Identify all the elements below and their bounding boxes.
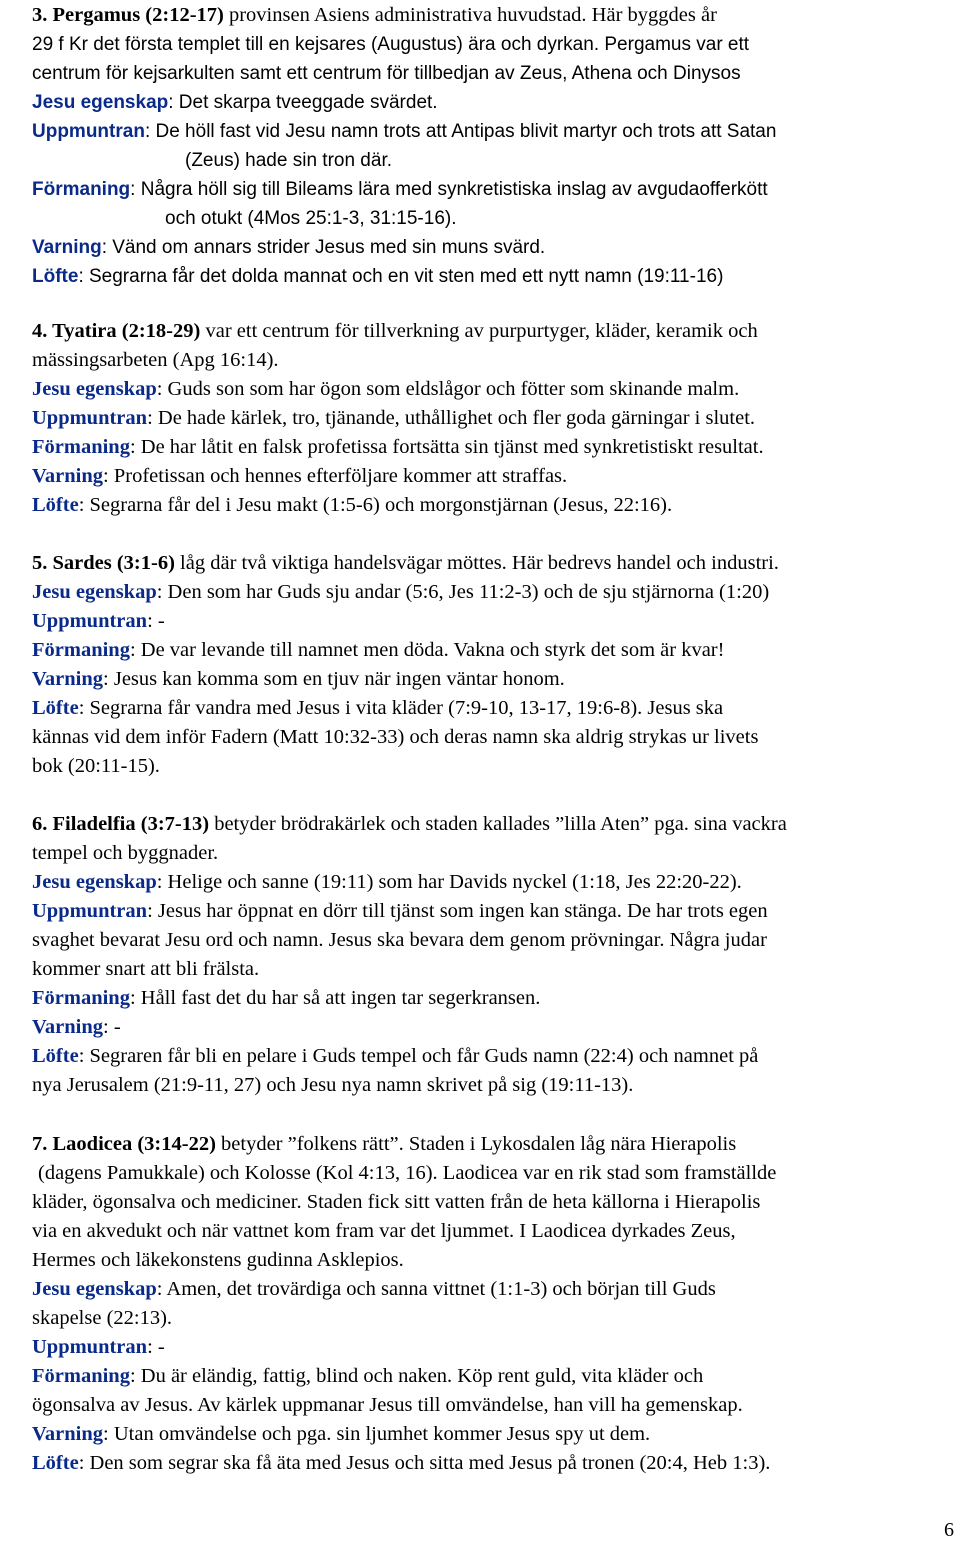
text-line: [32, 1188, 760, 1217]
text-line: [32, 262, 723, 291]
text-segment: : Segrarna får del i Jesu makt (1:5-6) och morgonstjärnan (Jesus, 22:16).: [78, 494, 673, 516]
text-segment: centrum för kejsarkulten samt ett centrum för tillbedjan av Zeus, Athena och Dinysos: [32, 63, 741, 84]
text-segment: : De har låtit en falsk profetissa fortsätta sin tjänst med synkretistiskt resultat.: [129, 436, 764, 458]
text-line: [32, 1304, 172, 1333]
field-label: Jesu egenskap: [32, 1278, 157, 1300]
text-segment: : Jesus kan komma som en tjuv när ingen väntar honom.: [103, 668, 565, 690]
text-segment: ögonsalva av Jesus. Av kärlek uppmanar Jesus till omvändelse, han vill ha gemenskap.: [32, 1394, 743, 1416]
text-segment: Hermes och läkekonstens gudinna Asklepios.: [32, 1249, 404, 1271]
field-label: Varning: [32, 668, 104, 690]
section-heading: 6. Filadelfia (3:7-13): [32, 813, 210, 835]
text-line: [32, 1275, 716, 1304]
text-segment: via en akvedukt och när vattnet kom fram var det ljummet. I Laodicea dyrkades Zeus,: [32, 1220, 736, 1242]
text-line: [38, 1159, 776, 1188]
field-label: Förmaning: [32, 987, 130, 1009]
text-segment: : -: [147, 1336, 165, 1358]
text-segment: (dagens Pamukkale) och Kolosse (Kol 4:13, 16). Laodicea var en rik stad som framställde: [38, 1162, 777, 1184]
field-label: Jesu egenskap: [32, 581, 157, 603]
text-segment: : Det skarpa tveeggade svärdet.: [168, 92, 438, 113]
section-heading: 4. Tyatira (2:18-29): [32, 320, 201, 342]
text-segment: : Du är eländig, fattig, blind och naken. Köp rent guld, vita kläder och: [129, 1365, 704, 1387]
text-line: [32, 839, 218, 868]
text-segment: : Segraren får bli en pelare i Guds tempel och får Guds namn (22:4) och namnet på: [78, 1045, 759, 1067]
text-segment: : Vänd om annars strider Jesus med sin muns svärd.: [101, 237, 546, 258]
field-label: Varning: [32, 465, 104, 487]
text-segment: : -: [147, 610, 165, 632]
text-segment: betyder brödrakärlek och staden kallades ”lilla Aten” pga. sina vackra: [209, 813, 787, 835]
text-segment: : Segrarna får det dolda mannat och en vit sten med ett nytt namn (19:11-16): [78, 266, 724, 287]
text-line: [32, 926, 767, 955]
text-segment: kläder, ögonsalva och mediciner. Staden fick sitt vatten från de heta källorna i Hierapolis: [32, 1191, 761, 1213]
field-label: Förmaning: [32, 639, 130, 661]
text-line: [32, 752, 160, 781]
text-line: [32, 578, 769, 607]
text-segment: bok (20:11-15).: [32, 755, 160, 777]
text-segment: var ett centrum för tillverkning av purpurtyger, kläder, keramik och: [200, 320, 758, 342]
text-segment: : Några höll sig till Bileams lära med synkretistiska inslag av avgudaofferkött: [130, 179, 768, 200]
section-heading: 5. Sardes (3:1-6): [32, 552, 175, 574]
text-segment: svaghet bevarat Jesu ord och namn. Jesus ska bevara dem genom prövningar. Några judar: [32, 929, 767, 951]
text-line: [32, 1333, 165, 1362]
field-label: Löfte: [32, 1045, 79, 1067]
text-line: [32, 317, 758, 346]
text-line: [32, 636, 724, 665]
page-number: 6: [944, 1519, 954, 1541]
text-line: [32, 897, 768, 926]
field-label: Förmaning: [32, 436, 130, 458]
field-label: Uppmuntran: [32, 407, 148, 429]
text-segment: betyder ”folkens rätt”. Staden i Lykosdalen låg nära Hierapolis: [215, 1133, 737, 1155]
text-segment: och otukt (4Mos 25:1-3, 31:15-16).: [165, 208, 457, 229]
text-line: [32, 59, 741, 88]
text-segment: tempel och byggnader.: [32, 842, 219, 864]
section-heading: 7. Laodicea (3:14-22): [32, 1133, 216, 1155]
field-label: Uppmuntran: [32, 1336, 148, 1358]
text-segment: : De höll fast vid Jesu namn trots att Antipas blivit martyr och trots att Satan: [144, 121, 777, 142]
text-line: [165, 204, 457, 233]
text-line: [32, 1, 717, 30]
text-segment: : -: [103, 1016, 121, 1038]
text-segment: låg där två viktiga handelsvägar möttes. Här bedrevs handel och industri.: [174, 552, 779, 574]
field-label: Varning: [32, 237, 102, 258]
text-line: [32, 955, 259, 984]
text-segment: : Jesus har öppnat en dörr till tjänst som ingen kan stänga. De har trots egen: [147, 900, 768, 922]
text-line: [32, 491, 672, 520]
text-line: [32, 433, 764, 462]
text-segment: mässingsarbeten (Apg 16:14).: [32, 349, 279, 371]
text-line: [32, 694, 723, 723]
text-line: [32, 30, 749, 59]
text-segment: : Helige och sanne (19:11) som har Davids nyckel (1:18, Jes 22:20-22).: [156, 871, 742, 893]
field-label: Jesu egenskap: [32, 871, 157, 893]
text-line: [32, 1449, 770, 1478]
text-segment: : Den som segrar ska få äta med Jesus och sitta med Jesus på tronen (20:4, Heb 1:3).: [78, 1452, 771, 1474]
section-heading: 3. Pergamus (2:12-17): [32, 4, 224, 26]
text-segment: : Utan omvändelse och pga. sin ljumhet kommer Jesus spy ut dem.: [103, 1423, 651, 1445]
text-segment: nya Jerusalem (21:9-11, 27) och Jesu nya namn skrivet på sig (19:11-13).: [32, 1074, 634, 1096]
text-line: [32, 1362, 703, 1391]
field-label: Löfte: [32, 697, 79, 719]
text-line: [185, 146, 392, 175]
field-label: Jesu egenskap: [32, 378, 157, 400]
field-label: Förmaning: [32, 1365, 130, 1387]
text-segment: : Profetissan och hennes efterföljare kommer att straffas.: [103, 465, 568, 487]
text-segment: kommer snart att bli frälsta.: [32, 958, 260, 980]
text-line: [32, 868, 742, 897]
field-label: Uppmuntran: [32, 121, 145, 142]
text-line: [32, 984, 540, 1013]
text-line: [32, 1042, 758, 1071]
text-line: [32, 88, 438, 117]
text-line: [32, 175, 768, 204]
text-line: [32, 404, 755, 433]
text-line: [32, 1130, 736, 1159]
field-label: Uppmuntran: [32, 610, 148, 632]
text-line: [32, 233, 545, 262]
field-label: Löfte: [32, 1452, 79, 1474]
text-line: [32, 375, 739, 404]
text-line: [32, 1013, 121, 1042]
text-line: [32, 1391, 743, 1420]
field-label: Löfte: [32, 266, 79, 287]
text-segment: : De hade kärlek, tro, tjänande, uthållighet och fler goda gärningar i slutet.: [147, 407, 756, 429]
text-line: [32, 1246, 404, 1275]
text-line: [32, 549, 779, 578]
text-line: [32, 1420, 650, 1449]
text-line: [32, 1071, 633, 1100]
field-label: Löfte: [32, 494, 79, 516]
text-segment: : Den som har Guds sju andar (5:6, Jes 11:2-3) och de sju stjärnorna (1:20): [156, 581, 770, 603]
text-line: [32, 346, 279, 375]
text-segment: kännas vid dem inför Fadern (Matt 10:32-33) och deras namn ska aldrig strykas ur livets: [32, 726, 759, 748]
text-segment: provinsen Asiens administrativa huvudstad. Här byggdes år: [223, 4, 717, 26]
text-segment: 29 f Kr det första templet till en kejsares (Augustus) ära och dyrkan. Pergamus var ett: [32, 34, 750, 55]
text-segment: : Håll fast det du har så att ingen tar segerkransen.: [129, 987, 541, 1009]
text-segment: skapelse (22:13).: [32, 1307, 173, 1329]
text-line: [32, 607, 165, 636]
text-segment: : Guds son som har ögon som eldslågor och fötter som skinande malm.: [156, 378, 740, 400]
field-label: Varning: [32, 1423, 104, 1445]
text-segment: : Amen, det trovärdiga och sanna vittnet (1:1-3) och början till Guds: [156, 1278, 716, 1300]
field-label: Varning: [32, 1016, 104, 1038]
text-segment: : De var levande till namnet men döda. Vakna och styrk det som är kvar!: [129, 639, 725, 661]
text-segment: (Zeus) hade sin tron där.: [185, 150, 392, 171]
text-line: [32, 462, 567, 491]
text-line: [32, 1217, 736, 1246]
text-segment: : Segrarna får vandra med Jesus i vita kläder (7:9-10, 13-17, 19:6-8). Jesus ska: [78, 697, 724, 719]
text-line: [32, 810, 787, 839]
text-line: [32, 117, 776, 146]
field-label: Förmaning: [32, 179, 131, 200]
field-label: Uppmuntran: [32, 900, 148, 922]
text-line: [32, 723, 758, 752]
text-line: [32, 665, 565, 694]
field-label: Jesu egenskap: [32, 92, 169, 113]
